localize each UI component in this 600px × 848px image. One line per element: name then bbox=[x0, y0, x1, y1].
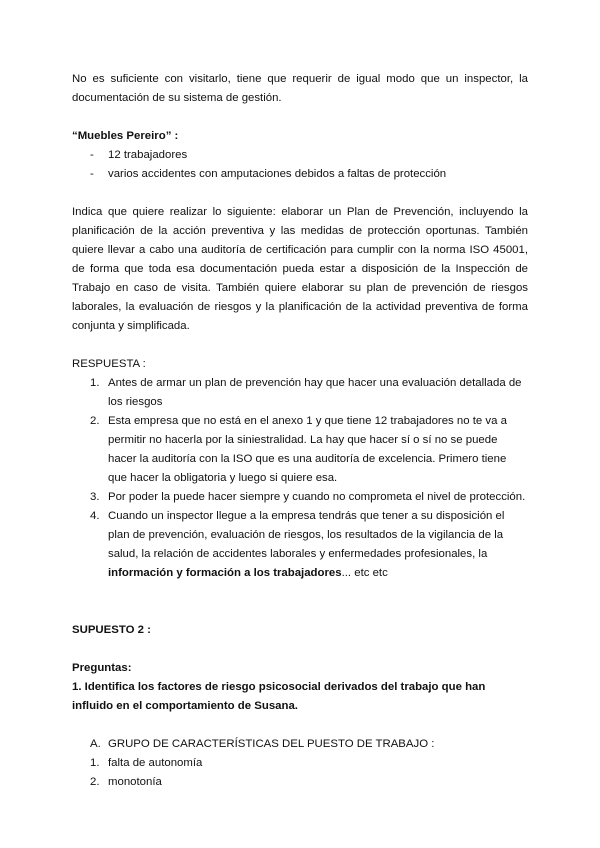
intro-paragraph: No es suficiente con visitarlo, tiene que requerir de igual modo que un inspector, la documentación de su sistema de gestión. bbox=[72, 73, 528, 104]
bold-emphasis: información y formación a los trabajadores bbox=[108, 567, 342, 579]
list-item: - varios accidentes con amputaciones debidos a faltas de protección bbox=[90, 168, 447, 180]
supuesto-heading: SUPUESTO 2 : bbox=[72, 624, 151, 636]
group-heading: A. GRUPO DE CARACTERÍSTICAS DEL PUESTO DE TRABAJO : bbox=[90, 738, 435, 750]
company-facts bbox=[72, 146, 528, 184]
document-page bbox=[72, 70, 528, 792]
list-item: - 12 trabajadores bbox=[90, 149, 188, 161]
list-item: 4. Cuando un inspector llegue a la empresa tendrás que tener a su disposición el plan de prevención, evaluación de riesgos, los resultados de la vigilancia de la salud, la relación de accidentes laborales y enfermedades profesionales, la información y formación a los trabajadores... etc etc bbox=[90, 510, 505, 579]
list-item: 2. monotonía bbox=[90, 776, 162, 788]
question-text: 1. Identifica los factores de riesgo psicosocial derivados del trabajo que han influido en el comportamiento de Susana. bbox=[72, 681, 486, 712]
list-item: 1. Antes de armar un plan de prevención hay que hacer una evaluación detallada de los riesgos bbox=[90, 377, 522, 408]
respuesta-list bbox=[72, 374, 528, 583]
list-item: 3. Por poder la puede hacer siempre y cuando no comprometa el nivel de protección. bbox=[90, 491, 526, 503]
factor-group bbox=[72, 735, 528, 792]
company-name: “Muebles Pereiro” : bbox=[72, 130, 179, 142]
request-paragraph: Indica que quiere realizar lo siguiente: elaborar un Plan de Prevención, incluyendo la planificación de la acción preventiva y las medidas de protección oportunas. También quiere llevar a cabo una auditoría de certificación para cumplir con la norma ISO 45001, de forma que toda esa documentación pueda estar a disposición de la Inspección de Trabajo en caso de visita. También quiere elaborar su plan de prevención de riesgos laborales, la evaluación de riesgos y la planificación de la actividad preventiva de forma conjunta y simplificada. bbox=[72, 206, 528, 332]
respuesta-heading: RESPUESTA : bbox=[72, 358, 146, 370]
preguntas-label: Preguntas: bbox=[72, 662, 132, 674]
list-item: 1. falta de autonomía bbox=[90, 757, 203, 769]
list-item: 2. Esta empresa que no está en el anexo 1 y que tiene 12 trabajadores no te va a permitir no hacerla por la siniestralidad. La hay que hacer sí o sí no se puede hacer la auditoría con la ISO que es una auditoría de excelencia. Primero tiene que hacer la obligatoria y luego si quiere esa. bbox=[90, 415, 507, 484]
